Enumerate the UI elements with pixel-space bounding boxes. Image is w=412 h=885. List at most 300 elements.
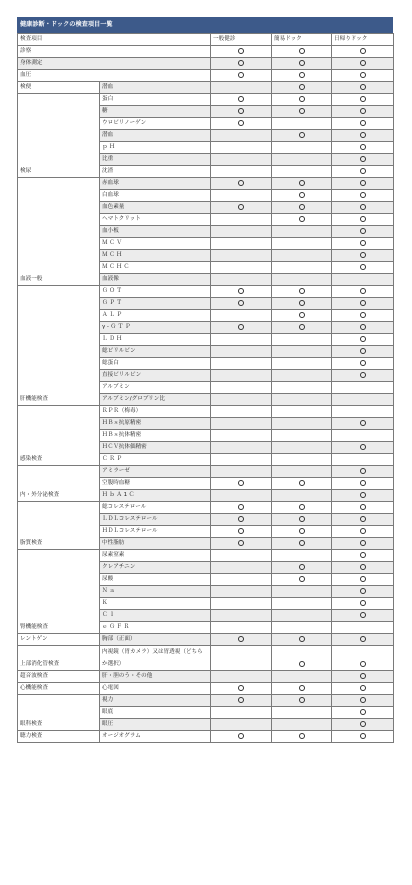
mark-cell-simple xyxy=(272,586,332,598)
mark-cell-day xyxy=(332,130,394,142)
mark-cell-simple xyxy=(272,634,332,646)
mark-cell-general xyxy=(211,430,272,442)
item-name-cell: アルブミン/グロブリン比 xyxy=(100,394,211,406)
mark-cell-general xyxy=(211,358,272,370)
circle-mark-icon xyxy=(299,108,305,114)
circle-mark-icon xyxy=(299,697,305,703)
mark-cell-simple xyxy=(272,683,332,695)
mark-cell-general xyxy=(211,586,272,598)
mark-cell-general xyxy=(211,634,272,646)
item-name-cell: 肝・胆のう・その他 xyxy=(100,671,211,683)
header-general: 一般健診 xyxy=(211,34,272,46)
mark-cell-simple xyxy=(272,322,332,334)
circle-mark-icon xyxy=(360,60,366,66)
circle-mark-icon xyxy=(360,552,366,558)
mark-cell-general xyxy=(211,70,272,82)
circle-mark-icon xyxy=(360,588,366,594)
item-name-cell: 総コレステロール xyxy=(100,502,211,514)
mark-cell-simple xyxy=(272,671,332,683)
circle-mark-icon xyxy=(238,300,244,306)
circle-mark-icon xyxy=(238,733,244,739)
mark-cell-simple xyxy=(272,382,332,394)
mark-cell-simple xyxy=(272,298,332,310)
mark-cell-general xyxy=(211,550,272,562)
mark-cell-simple xyxy=(272,406,332,418)
category-cell: 内・外分泌検査 xyxy=(18,466,100,502)
mark-cell-day xyxy=(332,298,394,310)
category-cell: 検便 xyxy=(18,82,100,94)
item-name-cell: 沈渣 xyxy=(100,166,211,178)
item-name-cell: 直接ビリルビン xyxy=(100,370,211,382)
circle-mark-icon xyxy=(299,685,305,691)
circle-mark-icon xyxy=(360,144,366,150)
item-name-cell: 眼圧 xyxy=(100,719,211,731)
mark-cell-day xyxy=(332,454,394,466)
circle-mark-icon xyxy=(299,324,305,330)
mark-cell-general xyxy=(211,166,272,178)
mark-cell-day xyxy=(332,334,394,346)
circle-mark-icon xyxy=(299,661,305,667)
mark-cell-simple xyxy=(272,442,332,454)
circle-mark-icon xyxy=(360,312,366,318)
item-name-cell: ＨＢｓ抗原精密 xyxy=(100,418,211,430)
mark-cell-general xyxy=(211,370,272,382)
circle-mark-icon xyxy=(360,216,366,222)
mark-cell-general xyxy=(211,250,272,262)
mark-cell-general xyxy=(211,262,272,274)
circle-mark-icon xyxy=(360,108,366,114)
mark-cell-general xyxy=(211,190,272,202)
mark-cell-general xyxy=(211,418,272,430)
item-name-cell: 中性脂肪 xyxy=(100,538,211,550)
mark-cell-simple xyxy=(272,238,332,250)
circle-mark-icon xyxy=(360,661,366,667)
mark-cell-day xyxy=(332,683,394,695)
circle-mark-icon xyxy=(360,444,366,450)
mark-cell-day xyxy=(332,370,394,382)
item-name-cell: γ-ＧＴＰ xyxy=(100,322,211,334)
circle-mark-icon xyxy=(360,120,366,126)
mark-cell-simple xyxy=(272,466,332,478)
circle-mark-icon xyxy=(360,516,366,522)
circle-mark-icon xyxy=(238,528,244,534)
mark-cell-general xyxy=(211,178,272,190)
mark-cell-general xyxy=(211,394,272,406)
header-row xyxy=(18,34,394,46)
checkup-items-table xyxy=(17,33,394,743)
circle-mark-icon xyxy=(238,480,244,486)
item-name-cell: 総ビリルビン xyxy=(100,346,211,358)
mark-cell-simple xyxy=(272,226,332,238)
circle-mark-icon xyxy=(360,673,366,679)
mark-cell-simple xyxy=(272,142,332,154)
circle-mark-icon xyxy=(360,600,366,606)
circle-mark-icon xyxy=(299,60,305,66)
mark-cell-simple xyxy=(272,274,332,286)
circle-mark-icon xyxy=(238,180,244,186)
mark-cell-general xyxy=(211,346,272,358)
mark-cell-general xyxy=(211,154,272,166)
mark-cell-general xyxy=(211,719,272,731)
mark-cell-general xyxy=(211,574,272,586)
circle-mark-icon xyxy=(360,252,366,258)
mark-cell-general xyxy=(211,298,272,310)
circle-mark-icon xyxy=(299,48,305,54)
table-row xyxy=(18,671,394,683)
mark-cell-general xyxy=(211,683,272,695)
category-cell: 聴力検査 xyxy=(18,731,100,743)
mark-cell-general xyxy=(211,238,272,250)
circle-mark-icon xyxy=(238,324,244,330)
mark-cell-day xyxy=(332,671,394,683)
item-name-cell: 内視鏡（胃カメラ）又は胃透視（どちらか選択） xyxy=(100,646,211,671)
item-name-cell: 心電図 xyxy=(100,683,211,695)
mark-cell-simple xyxy=(272,334,332,346)
mark-cell-day xyxy=(332,214,394,226)
mark-cell-simple xyxy=(272,250,332,262)
table-row xyxy=(18,466,394,478)
mark-cell-general xyxy=(211,671,272,683)
item-name-cell: 総蛋白 xyxy=(100,358,211,370)
item-name-cell: ＬＤＬコレステロール xyxy=(100,514,211,526)
mark-cell-day xyxy=(332,358,394,370)
circle-mark-icon xyxy=(238,516,244,522)
table-title: 健康診断・ドックの検査項目一覧 xyxy=(17,17,393,33)
category-cell: 検尿 xyxy=(18,94,100,178)
mark-cell-simple xyxy=(272,430,332,442)
circle-mark-icon xyxy=(360,697,366,703)
mark-cell-simple xyxy=(272,514,332,526)
circle-mark-icon xyxy=(299,312,305,318)
mark-cell-general xyxy=(211,82,272,94)
item-name-cell: ＧＰＴ xyxy=(100,298,211,310)
circle-mark-icon xyxy=(299,733,305,739)
circle-mark-icon xyxy=(360,360,366,366)
mark-cell-simple xyxy=(272,719,332,731)
mark-cell-simple xyxy=(272,550,332,562)
table-row xyxy=(18,82,394,94)
mark-cell-general xyxy=(211,478,272,490)
circle-mark-icon xyxy=(299,72,305,78)
mark-cell-day xyxy=(332,514,394,526)
circle-mark-icon xyxy=(299,204,305,210)
circle-mark-icon xyxy=(299,528,305,534)
circle-mark-icon xyxy=(360,685,366,691)
circle-mark-icon xyxy=(360,636,366,642)
mark-cell-day xyxy=(332,418,394,430)
table-row xyxy=(18,46,394,58)
mark-cell-general xyxy=(211,406,272,418)
category-cell: 眼科検査 xyxy=(18,695,100,731)
category-cell: 感染検査 xyxy=(18,406,100,466)
mark-cell-general xyxy=(211,214,272,226)
circle-mark-icon xyxy=(360,468,366,474)
mark-cell-day xyxy=(332,250,394,262)
table-row xyxy=(18,58,394,70)
circle-mark-icon xyxy=(299,576,305,582)
circle-mark-icon xyxy=(360,192,366,198)
mark-cell-day xyxy=(332,82,394,94)
mark-cell-day xyxy=(332,502,394,514)
mark-cell-simple xyxy=(272,82,332,94)
circle-mark-icon xyxy=(299,636,305,642)
table-body xyxy=(18,46,394,743)
circle-mark-icon xyxy=(238,48,244,54)
item-name-cell: クレアチニン xyxy=(100,562,211,574)
mark-cell-day xyxy=(332,46,394,58)
item-name-cell: ヘマトクリット xyxy=(100,214,211,226)
item-name-cell: 赤血球 xyxy=(100,178,211,190)
category-cell: レントゲン xyxy=(18,634,100,646)
table-row xyxy=(18,695,394,707)
item-name-cell: 白血球 xyxy=(100,190,211,202)
circle-mark-icon xyxy=(360,420,366,426)
mark-cell-general xyxy=(211,226,272,238)
mark-cell-simple xyxy=(272,610,332,622)
circle-mark-icon xyxy=(238,504,244,510)
mark-cell-day xyxy=(332,562,394,574)
category-cell: 心機能検査 xyxy=(18,683,100,695)
mark-cell-day xyxy=(332,382,394,394)
mark-cell-general xyxy=(211,202,272,214)
mark-cell-simple xyxy=(272,478,332,490)
mark-cell-simple xyxy=(272,538,332,550)
circle-mark-icon xyxy=(360,156,366,162)
circle-mark-icon xyxy=(238,288,244,294)
mark-cell-simple xyxy=(272,394,332,406)
mark-cell-day xyxy=(332,442,394,454)
circle-mark-icon xyxy=(299,480,305,486)
mark-cell-day xyxy=(332,586,394,598)
mark-cell-general xyxy=(211,502,272,514)
circle-mark-icon xyxy=(360,528,366,534)
circle-mark-icon xyxy=(360,300,366,306)
mark-cell-simple xyxy=(272,707,332,719)
circle-mark-icon xyxy=(299,216,305,222)
header-day: 日帰りドック xyxy=(332,34,394,46)
item-name-cell: Ｋ xyxy=(100,598,211,610)
mark-cell-simple xyxy=(272,118,332,130)
mark-cell-general xyxy=(211,46,272,58)
mark-cell-general xyxy=(211,310,272,322)
mark-cell-general xyxy=(211,610,272,622)
mark-cell-simple xyxy=(272,346,332,358)
circle-mark-icon xyxy=(360,576,366,582)
mark-cell-general xyxy=(211,695,272,707)
mark-cell-general xyxy=(211,454,272,466)
category-cell: 超音波検査 xyxy=(18,671,100,683)
mark-cell-simple xyxy=(272,70,332,82)
mark-cell-simple xyxy=(272,214,332,226)
mark-cell-day xyxy=(332,646,394,671)
mark-cell-simple xyxy=(272,526,332,538)
item-name-cell: ウロビリノーゲン xyxy=(100,118,211,130)
circle-mark-icon xyxy=(238,636,244,642)
mark-cell-simple xyxy=(272,130,332,142)
mark-cell-general xyxy=(211,382,272,394)
header-simple: 簡易ドック xyxy=(272,34,332,46)
category-cell: 診察 xyxy=(18,46,211,58)
circle-mark-icon xyxy=(299,84,305,90)
table-row xyxy=(18,70,394,82)
table-row xyxy=(18,683,394,695)
circle-mark-icon xyxy=(360,240,366,246)
circle-mark-icon xyxy=(299,96,305,102)
item-name-cell: 尿酸 xyxy=(100,574,211,586)
circle-mark-icon xyxy=(299,564,305,570)
item-name-cell: 空腹時血糖 xyxy=(100,478,211,490)
mark-cell-simple xyxy=(272,454,332,466)
circle-mark-icon xyxy=(360,264,366,270)
item-name-cell: ＡＬＰ xyxy=(100,310,211,322)
circle-mark-icon xyxy=(360,48,366,54)
mark-cell-general xyxy=(211,526,272,538)
mark-cell-general xyxy=(211,646,272,671)
category-cell: 上部消化管検査 xyxy=(18,646,100,671)
item-name-cell: ＨＣＶ抗体価精密 xyxy=(100,442,211,454)
mark-cell-day xyxy=(332,731,394,743)
category-cell: 肝機能検査 xyxy=(18,286,100,406)
circle-mark-icon xyxy=(238,697,244,703)
mark-cell-simple xyxy=(272,598,332,610)
mark-cell-simple xyxy=(272,731,332,743)
mark-cell-day xyxy=(332,406,394,418)
circle-mark-icon xyxy=(299,288,305,294)
mark-cell-general xyxy=(211,274,272,286)
circle-mark-icon xyxy=(360,168,366,174)
circle-mark-icon xyxy=(360,204,366,210)
circle-mark-icon xyxy=(360,180,366,186)
header-item: 検査項目 xyxy=(18,34,211,46)
mark-cell-day xyxy=(332,154,394,166)
mark-cell-general xyxy=(211,731,272,743)
mark-cell-general xyxy=(211,538,272,550)
circle-mark-icon xyxy=(360,721,366,727)
table-row xyxy=(18,94,394,106)
mark-cell-day xyxy=(332,190,394,202)
mark-cell-general xyxy=(211,118,272,130)
category-cell: 腎機能検査 xyxy=(18,550,100,634)
item-name-cell: ｅＧＦＲ xyxy=(100,622,211,634)
mark-cell-simple xyxy=(272,166,332,178)
mark-cell-day xyxy=(332,310,394,322)
mark-cell-simple xyxy=(272,310,332,322)
item-name-cell: 潜血 xyxy=(100,130,211,142)
item-name-cell: アルブミン xyxy=(100,382,211,394)
circle-mark-icon xyxy=(360,372,366,378)
mark-cell-general xyxy=(211,514,272,526)
mark-cell-simple xyxy=(272,94,332,106)
circle-mark-icon xyxy=(238,685,244,691)
circle-mark-icon xyxy=(360,324,366,330)
mark-cell-day xyxy=(332,118,394,130)
circle-mark-icon xyxy=(360,132,366,138)
item-name-cell: ＬＤＨ xyxy=(100,334,211,346)
item-name-cell: 糖 xyxy=(100,106,211,118)
circle-mark-icon xyxy=(360,336,366,342)
mark-cell-simple xyxy=(272,562,332,574)
mark-cell-simple xyxy=(272,202,332,214)
mark-cell-general xyxy=(211,707,272,719)
mark-cell-general xyxy=(211,622,272,634)
item-name-cell: Ｎａ xyxy=(100,586,211,598)
mark-cell-general xyxy=(211,142,272,154)
item-name-cell: ＨＢｓ抗体精密 xyxy=(100,430,211,442)
item-name-cell: ＭＣＶ xyxy=(100,238,211,250)
item-name-cell: 比重 xyxy=(100,154,211,166)
category-cell: 血液一般 xyxy=(18,178,100,286)
mark-cell-day xyxy=(332,719,394,731)
item-name-cell: ｐＨ xyxy=(100,142,211,154)
mark-cell-simple xyxy=(272,646,332,671)
table-row xyxy=(18,406,394,418)
table-row xyxy=(18,550,394,562)
item-name-cell: 蛋白 xyxy=(100,94,211,106)
circle-mark-icon xyxy=(238,540,244,546)
mark-cell-simple xyxy=(272,178,332,190)
mark-cell-day xyxy=(332,286,394,298)
mark-cell-simple xyxy=(272,262,332,274)
mark-cell-simple xyxy=(272,370,332,382)
circle-mark-icon xyxy=(360,96,366,102)
item-name-cell: 尿素窒素 xyxy=(100,550,211,562)
mark-cell-simple xyxy=(272,106,332,118)
item-name-cell: 胸部（正面） xyxy=(100,634,211,646)
category-cell: 血圧 xyxy=(18,70,211,82)
mark-cell-day xyxy=(332,526,394,538)
item-name-cell: 潜血 xyxy=(100,82,211,94)
circle-mark-icon xyxy=(299,540,305,546)
circle-mark-icon xyxy=(360,504,366,510)
mark-cell-general xyxy=(211,286,272,298)
item-name-cell: 視力 xyxy=(100,695,211,707)
circle-mark-icon xyxy=(299,132,305,138)
mark-cell-day xyxy=(332,202,394,214)
mark-cell-general xyxy=(211,334,272,346)
mark-cell-day xyxy=(332,538,394,550)
category-cell: 脂質検査 xyxy=(18,502,100,550)
mark-cell-day xyxy=(332,262,394,274)
table-row xyxy=(18,178,394,190)
mark-cell-day xyxy=(332,550,394,562)
circle-mark-icon xyxy=(360,72,366,78)
item-name-cell: 眼底 xyxy=(100,707,211,719)
mark-cell-general xyxy=(211,562,272,574)
mark-cell-simple xyxy=(272,490,332,502)
mark-cell-day xyxy=(332,574,394,586)
mark-cell-general xyxy=(211,58,272,70)
circle-mark-icon xyxy=(360,492,366,498)
mark-cell-simple xyxy=(272,502,332,514)
table-row xyxy=(18,634,394,646)
circle-mark-icon xyxy=(238,60,244,66)
checkup-table-container xyxy=(17,17,393,743)
mark-cell-day xyxy=(332,226,394,238)
mark-cell-general xyxy=(211,322,272,334)
mark-cell-day xyxy=(332,274,394,286)
mark-cell-day xyxy=(332,346,394,358)
mark-cell-day xyxy=(332,466,394,478)
circle-mark-icon xyxy=(360,564,366,570)
mark-cell-simple xyxy=(272,46,332,58)
mark-cell-day xyxy=(332,707,394,719)
item-name-cell: アミラーゼ xyxy=(100,466,211,478)
mark-cell-simple xyxy=(272,574,332,586)
mark-cell-day xyxy=(332,490,394,502)
mark-cell-general xyxy=(211,130,272,142)
mark-cell-day xyxy=(332,622,394,634)
mark-cell-general xyxy=(211,94,272,106)
